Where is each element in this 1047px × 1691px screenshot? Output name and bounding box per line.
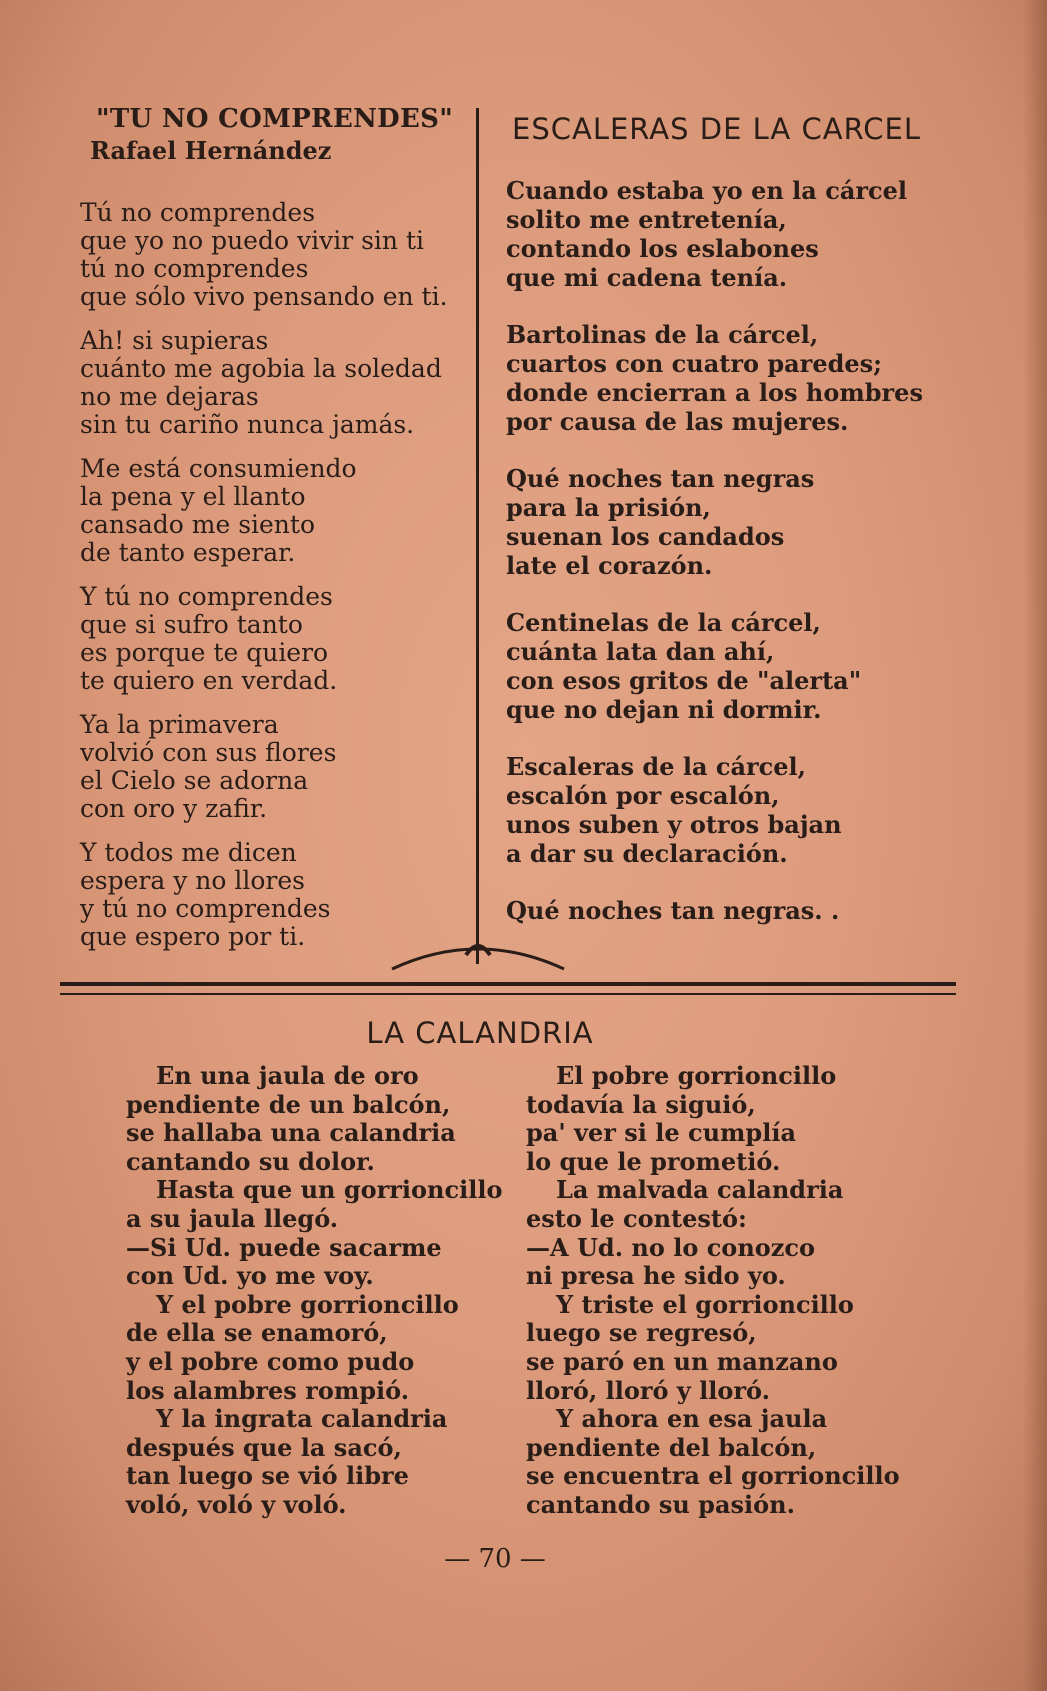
verse-line: cuartos con cuatro paredes; xyxy=(506,349,883,378)
verse-line: cantando su pasión. xyxy=(526,1489,795,1519)
verse-line: de ella se enamoró, xyxy=(126,1318,388,1348)
verse-line: con oro y zafir. xyxy=(80,794,268,823)
verse-line: Centinelas de la cárcel, xyxy=(506,608,821,637)
verse-line: ni presa he sido yo. xyxy=(526,1261,786,1291)
verse-line: Qué noches tan negras. . xyxy=(506,896,840,925)
verse-line: te quiero en verdad. xyxy=(80,666,338,695)
verse-line: suenan los candados xyxy=(506,522,785,551)
verse-line: con Ud. yo me voy. xyxy=(126,1261,374,1291)
poem-title: "TU NO COMPRENDES" xyxy=(96,104,454,134)
verse-line: que si sufro tanto xyxy=(80,610,303,639)
verse-line: late el corazón. xyxy=(506,551,713,580)
verse-line: es porque te quiero xyxy=(80,638,329,667)
verse-line: donde encierran a los hombres xyxy=(506,378,923,407)
verse-line: con esos gritos de "alerta" xyxy=(506,666,862,695)
verse-line: para la prisión, xyxy=(506,493,711,522)
verse-line: voló, voló y voló. xyxy=(126,1489,347,1519)
vertical-divider xyxy=(476,108,479,964)
stanza xyxy=(80,455,460,567)
stanza xyxy=(506,752,982,868)
verse-line: cuánta lata dan ahí, xyxy=(506,637,775,666)
stanza xyxy=(506,176,982,292)
verse-line: En una jaula de oro xyxy=(156,1061,419,1090)
verse-line: Me está consumiendo xyxy=(80,454,357,483)
ornament-arch xyxy=(390,935,566,971)
poem-author: Rafael Hernández xyxy=(90,136,332,165)
poem-tu-no-comprendes xyxy=(80,104,460,967)
verse-line: después que la sacó, xyxy=(126,1432,402,1462)
verse-line: lo que le prometió. xyxy=(526,1146,781,1176)
verse-line: pendiente de un balcón, xyxy=(126,1089,451,1119)
verse-line: cansado me siento xyxy=(80,510,316,539)
verse-line: se encuentra el gorrioncillo xyxy=(526,1461,900,1491)
poem-stanzas xyxy=(80,199,460,951)
poem-stanzas xyxy=(506,176,982,925)
verse-line: Cuando estaba yo en la cárcel xyxy=(506,176,908,205)
verse-line: Y la ingrata calandria xyxy=(156,1404,448,1434)
verse-line: Y tú no comprendes xyxy=(80,582,333,611)
verse-line: Y ahora en esa jaula xyxy=(556,1404,828,1434)
verse-line: El pobre gorrioncillo xyxy=(556,1061,837,1090)
verse-line: Y el pobre gorrioncillo xyxy=(156,1289,459,1319)
stanza xyxy=(80,199,460,311)
poem-escaleras-de-la-carcel xyxy=(506,112,982,953)
verse-line: y tú no comprendes xyxy=(80,894,331,923)
verse-line: esto le contestó: xyxy=(526,1203,747,1233)
verse-line: luego se regresó, xyxy=(526,1318,757,1348)
stanza xyxy=(80,711,460,823)
verse-line: —Si Ud. puede sacarme xyxy=(126,1232,442,1262)
stanza xyxy=(80,583,460,695)
page-number: — 70 — xyxy=(444,1544,546,1574)
verse-line: —A Ud. no lo conozco xyxy=(526,1232,816,1262)
poem-title: ESCALERAS DE LA CARCEL xyxy=(512,112,922,146)
verse-line: el Cielo se adorna xyxy=(80,766,309,795)
verse-line: La malvada calandria xyxy=(556,1175,844,1205)
verse-line: solito me entretenía, xyxy=(506,205,787,234)
verse-line: unos suben y otros bajan xyxy=(506,810,842,839)
calandria-right-column xyxy=(526,1062,900,1520)
stanza xyxy=(506,896,982,925)
verse-line: que mi cadena tenía. xyxy=(506,263,788,292)
verse-line: sin tu cariño nunca jamás. xyxy=(80,410,415,439)
verse-line: Qué noches tan negras xyxy=(506,464,815,493)
horizontal-divider-thin xyxy=(60,993,956,995)
verse-line: Bartolinas de la cárcel, xyxy=(506,320,819,349)
verse-line: cuánto me agobia la soledad xyxy=(80,354,442,383)
verse-line: pa' ver si le cumplía xyxy=(526,1118,796,1148)
verse-line: que sólo vivo pensando en ti. xyxy=(80,282,448,311)
verse-line: no me dejaras xyxy=(80,382,259,411)
verse-line: Y todos me dicen xyxy=(80,838,297,867)
verse-line: que no dejan ni dormir. xyxy=(506,695,822,724)
verse-line: contando los eslabones xyxy=(506,234,819,263)
calandria-left-column xyxy=(126,1062,502,1520)
verse-line: volvió con sus flores xyxy=(80,738,337,767)
verse-line: cantando su dolor. xyxy=(126,1146,375,1176)
verse-line: se paró en un manzano xyxy=(526,1346,838,1376)
verse-line: pendiente del balcón, xyxy=(526,1432,817,1462)
verse-line: la pena y el llanto xyxy=(80,482,306,511)
verse-line: Hasta que un gorrioncillo xyxy=(156,1175,503,1205)
verse-line: a su jaula llegó. xyxy=(126,1203,339,1233)
stanza xyxy=(506,608,982,724)
verse-line: a dar su declaración. xyxy=(506,839,788,868)
verse-line: espera y no llores xyxy=(80,866,306,895)
stanza xyxy=(80,327,460,439)
verse-line: de tanto esperar. xyxy=(80,538,296,567)
verse-line: escalón por escalón, xyxy=(506,781,780,810)
verse-line: y el pobre como pudo xyxy=(126,1346,415,1376)
verse-line: tan luego se vió libre xyxy=(126,1461,409,1491)
verse-line: todavía la siguió, xyxy=(526,1089,756,1119)
verse-line: lloró, lloró y lloró. xyxy=(526,1375,770,1405)
verse-line: Escaleras de la cárcel, xyxy=(506,752,807,781)
verse-line: Ya la primavera xyxy=(80,710,279,739)
verse-line: que yo no puedo vivir sin ti xyxy=(80,226,425,255)
verse-line: Ah! si supieras xyxy=(80,326,269,355)
verse-line: por causa de las mujeres. xyxy=(506,407,849,436)
horizontal-divider xyxy=(60,982,956,986)
verse-line: se hallaba una calandria xyxy=(126,1118,456,1148)
verse-line: que espero por ti. xyxy=(80,922,306,951)
verse-line: los alambres rompió. xyxy=(126,1375,410,1405)
verse-line: tú no comprendes xyxy=(80,254,309,283)
stanza xyxy=(506,320,982,436)
verse-line: Tú no comprendes xyxy=(80,198,316,227)
stanza xyxy=(506,464,982,580)
poem-title-la-calandria: LA CALANDRIA xyxy=(366,1016,594,1050)
verse-line: Y triste el gorrioncillo xyxy=(556,1289,854,1319)
